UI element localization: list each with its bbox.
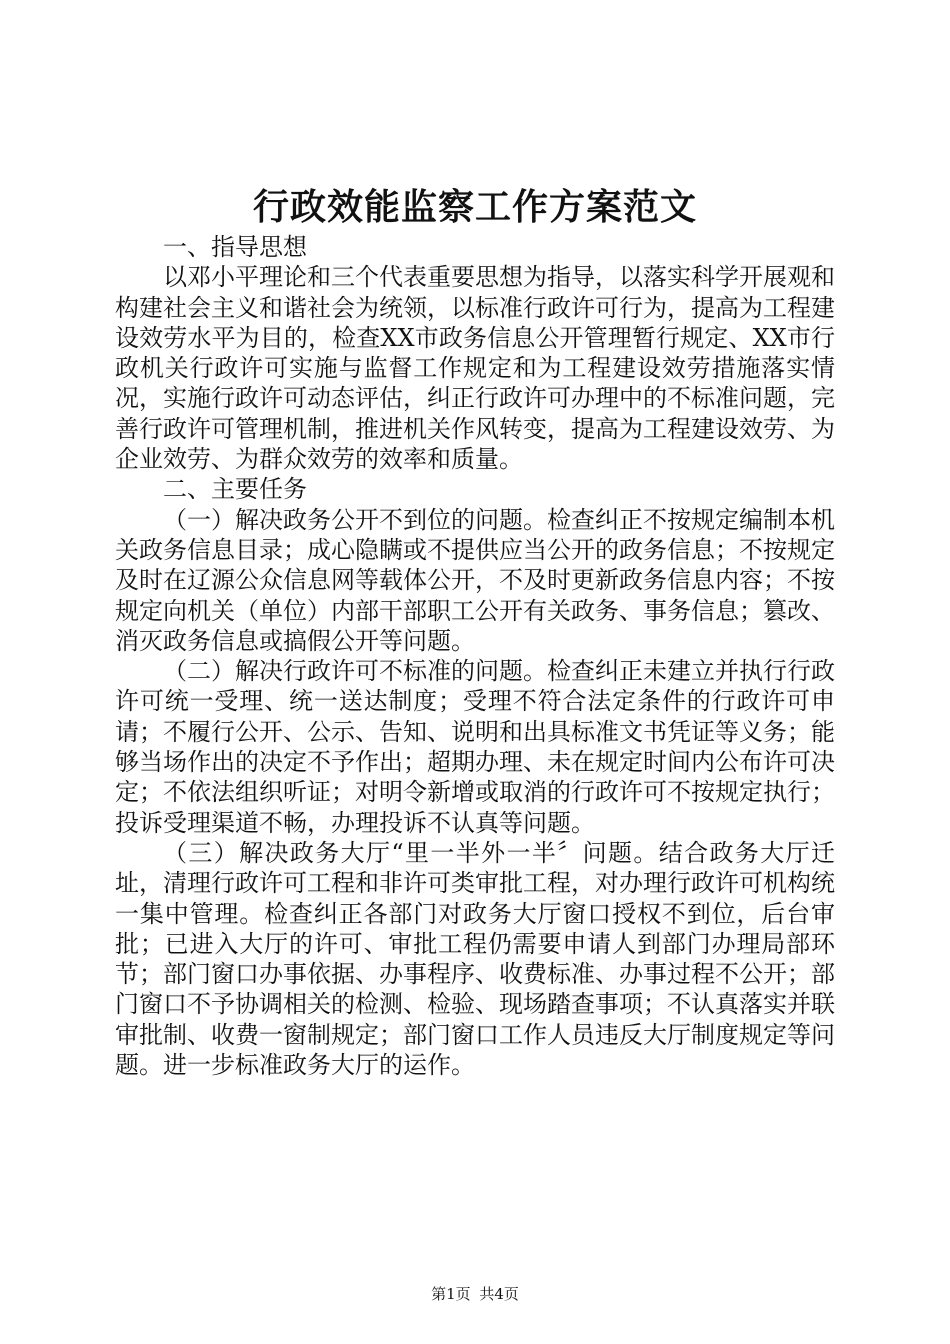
paragraph: 以邓小平理论和三个代表重要思想为指导，以落实科学开展观和构建社会主义和谐社会为统领，以标准行政许可行为，提高为工程建设效劳水平为目的，检查XX市政务信息公开管理暂行规定、XX市行政机关行政许可实施与监督工作规定和为工程建设效劳措施落实情况，实施行政许可动态评估，纠正行政许可办理中的不标准问题，完善行政许可管理机制，推进机关作风转变，提高为工程建设效劳、为企业效劳、为群众效劳的效率和质量。	[115, 263, 835, 474]
document-title: 行政效能监察工作方案范文	[252, 186, 697, 228]
section-heading: 一、指导思想	[163, 233, 307, 261]
section-heading: 二、主要任务	[163, 475, 307, 504]
paragraph: （三）解决政务大厅“里一半外一半〞问题。结合政务大厅迁址，清理行政许可工程和非许可类审批工程，对办理行政许可机构统一集中管理。检查纠正各部门对政务大厅窗口授权不到位，后台审批；已进入大厅的许可、审批工程仍需要申请人到部门办理局部环节；部门窗口办事依据、办事程序、收费标准、办事过程不公开；部门窗口不予协调相关的检测、检验、现场踏查事项；不认真落实并联审批制、收费一窗制规定；部门窗口工作人员违反大厅制度规定等问题。进一步标准政务大厅的运作。	[115, 838, 835, 1080]
document-body	[115, 232, 835, 1080]
page-footer	[0, 1284, 950, 1304]
paragraph: （二）解决行政许可不标准的问题。检查纠正未建立并执行行政许可统一受理、统一送达制度；受理不符合法定条件的行政许可申请；不履行公开、公示、告知、说明和出具标准文书凭证等义务；能够当场作出的决定不予作出；超期办理、未在规定时间内公布许可决定；不依法组织听证；对明令新增或取消的行政许可不按规定执行；投诉受理渠道不畅，办理投诉不认真等问题。	[115, 657, 835, 837]
paragraph: （一）解决政务公开不到位的问题。检查纠正不按规定编制本机关政务信息目录；成心隐瞒或不提供应当公开的政务信息；不按规定及时在辽源公众信息网等载体公开，不及时更新政务信息内容；不按规定向机关（单位）内部干部职工公开有关政务、事务信息；篡改、消灭政务信息或搞假公开等问题。	[115, 505, 835, 655]
page-number: 第1页	[431, 1285, 471, 1303]
page-total: 共4页	[479, 1285, 519, 1303]
